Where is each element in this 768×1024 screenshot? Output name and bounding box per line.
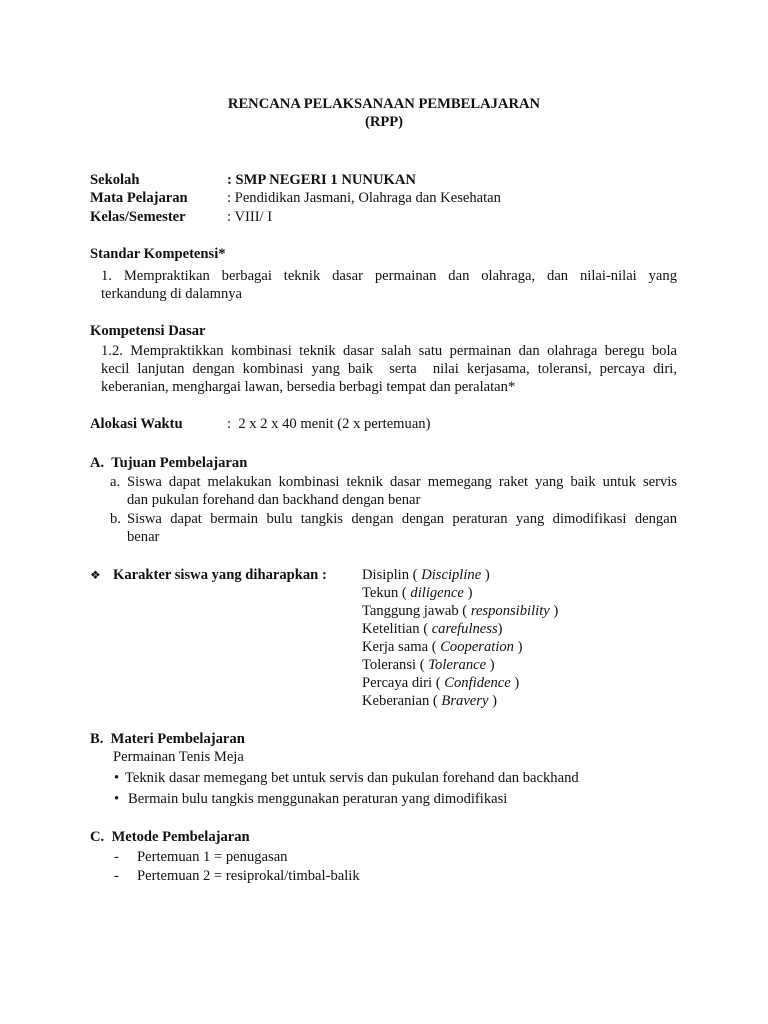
karakter-item	[362, 692, 497, 710]
document-title: RENCANA PELAKSANAAN PEMBELAJARAN	[227, 96, 541, 112]
bullet-icon: •	[114, 791, 120, 807]
standar-line: 1. Mempraktikan berbagai teknik dasar permainan dan olahraga, dan nilai-nilai yang	[101, 268, 677, 284]
metode-heading: C. Metode Pembelajaran	[90, 829, 250, 845]
karakter-item-english: Discipline	[421, 567, 482, 583]
karakter-item-close: )	[513, 639, 523, 655]
karakter-item-indonesian: Kerja sama (	[362, 639, 441, 655]
karakter-item	[362, 584, 472, 602]
standar-line: terkandung di dalamnya	[101, 286, 243, 302]
dash-icon: -	[114, 868, 119, 884]
karakter-item-close: )	[463, 585, 473, 601]
tujuan-b-line: benar	[127, 529, 160, 545]
tujuan-marker-a: a.	[110, 474, 121, 490]
karakter-item-english: responsibility	[470, 603, 550, 619]
karakter-item-close: )	[510, 675, 520, 691]
materi-bullet: Bermain bulu tangkis menggunakan peraturan yang dimodifikasi	[128, 791, 508, 807]
bullet-icon: •	[114, 770, 120, 786]
karakter-item-indonesian: Tekun (	[362, 585, 411, 601]
class-value: : VIII/ I	[227, 209, 273, 225]
karakter-item-english: carefulness	[431, 621, 498, 637]
karakter-item	[362, 620, 503, 638]
karakter-item-indonesian: Keberanian (	[362, 693, 442, 709]
karakter-item-close: )	[481, 567, 490, 583]
karakter-item-english: Tolerance	[428, 657, 487, 673]
karakter-item-english: Confidence	[444, 675, 511, 691]
standar-heading: Standar Kompetensi*	[90, 246, 226, 262]
karakter-item-indonesian: Ketelitian (	[362, 621, 432, 637]
karakter-item-close: )	[488, 693, 497, 709]
tujuan-b-line: Siswa dapat bermain bulu tangkis dengan dengan peraturan yang dimodifikasi dengan	[127, 511, 677, 527]
karakter-item-close: )	[497, 621, 503, 637]
alokasi-label: Alokasi Waktu	[90, 416, 183, 432]
karakter-item-english: Cooperation	[440, 639, 514, 655]
karakter-item	[362, 566, 490, 584]
metode-item: Pertemuan 2 = resiprokal/timbal-balik	[137, 868, 360, 884]
materi-bullet: Teknik dasar memegang bet untuk servis dan pukulan forehand dan backhand	[125, 770, 579, 786]
karakter-item-english: Bravery	[441, 693, 489, 709]
dasar-heading: Kompetensi Dasar	[90, 323, 206, 339]
karakter-item	[362, 656, 495, 674]
karakter-item	[362, 602, 558, 620]
materi-sub: Permainan Tenis Meja	[113, 749, 244, 765]
school-label: Sekolah	[90, 172, 140, 188]
subject-label: Mata Pelajaran	[90, 190, 188, 206]
school-value: : SMP NEGERI 1 NUNUKAN	[227, 172, 416, 188]
dasar-line: keberanian, menghargai lawan, bersedia berbagi tempat dan peralatan*	[101, 379, 516, 395]
dasar-line: kecil lanjutan dengan kombinasi yang baik serta nilai kerjasama, toleransi, percaya diri,	[101, 361, 677, 377]
metode-item: Pertemuan 1 = penugasan	[137, 849, 288, 865]
tujuan-heading: A. Tujuan Pembelajaran	[90, 455, 248, 471]
karakter-item-indonesian: Percaya diri (	[362, 675, 445, 691]
karakter-item-english: diligence	[410, 585, 464, 601]
tujuan-marker-b: b.	[110, 511, 121, 527]
karakter-item-close: )	[486, 657, 495, 673]
diamond-bullet-icon: ❖	[90, 568, 101, 582]
subject-value: : Pendidikan Jasmani, Olahraga dan Kesehatan	[227, 190, 501, 206]
karakter-item-close: )	[549, 603, 559, 619]
karakter-item	[362, 638, 523, 656]
class-label: Kelas/Semester	[90, 209, 186, 225]
karakter-item-indonesian: Tanggung jawab (	[362, 603, 471, 619]
karakter-item-indonesian: Disiplin (	[362, 567, 422, 583]
dasar-line: 1.2. Mempraktikkan kombinasi teknik dasar salah satu permainan dan olahraga beregu bola	[101, 343, 677, 359]
alokasi-value: : 2 x 2 x 40 menit (2 x pertemuan)	[227, 416, 431, 432]
dash-icon: -	[114, 849, 119, 865]
tujuan-a-line: Siswa dapat melakukan kombinasi teknik dasar memegang raket yang baik untuk servis	[127, 474, 677, 490]
karakter-label: Karakter siswa yang diharapkan :	[113, 567, 327, 583]
karakter-item	[362, 674, 519, 692]
document-subtitle: (RPP)	[364, 114, 404, 130]
karakter-item-indonesian: Toleransi (	[362, 657, 429, 673]
materi-heading: B. Materi Pembelajaran	[90, 731, 245, 747]
tujuan-a-line: dan pukulan forehand dan backhand dengan benar	[127, 492, 421, 508]
